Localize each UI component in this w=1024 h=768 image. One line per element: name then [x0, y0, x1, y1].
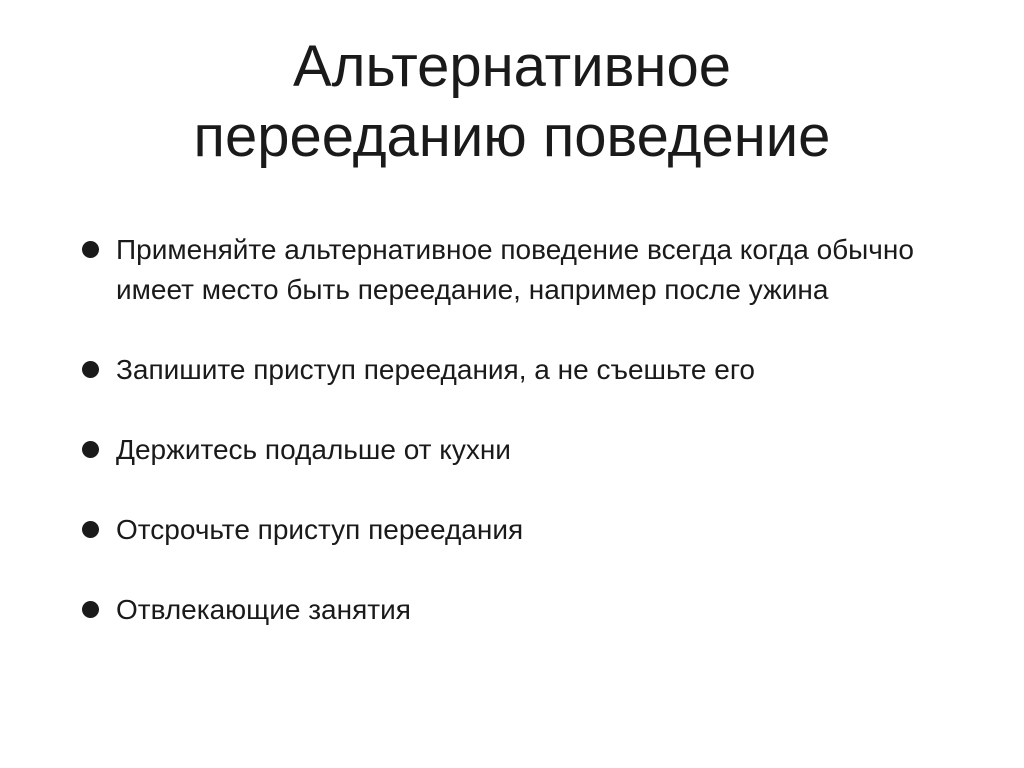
- bullet-text: Отсрочьте приступ переедания: [116, 514, 524, 545]
- bullet-dot-icon: [82, 241, 99, 258]
- bullet-text: Запишите приступ переедания, а не съешьте его: [116, 354, 755, 385]
- bullet-item: [82, 430, 962, 470]
- bullet-text: Применяйте альтернативное поведение всегда когда обычно имеет место быть переедание, например после ужина: [116, 234, 914, 305]
- bullet-dot-icon: [82, 441, 99, 458]
- slide-title: [0, 32, 1024, 172]
- slide-title-line-1: Альтернативное: [293, 34, 731, 99]
- bullet-item: [82, 230, 962, 310]
- bullet-dot-icon: [82, 361, 99, 378]
- bullet-item: [82, 590, 962, 630]
- bullet-text: Держитесь подальше от кухни: [116, 434, 511, 465]
- bullet-item: [82, 350, 962, 390]
- bullet-list: [82, 230, 962, 630]
- bullet-dot-icon: [82, 601, 99, 618]
- bullet-item: [82, 510, 962, 550]
- slide-title-line-2: перееданию поведение: [193, 104, 831, 169]
- bullet-dot-icon: [82, 521, 99, 538]
- bullet-text: Отвлекающие занятия: [116, 594, 411, 625]
